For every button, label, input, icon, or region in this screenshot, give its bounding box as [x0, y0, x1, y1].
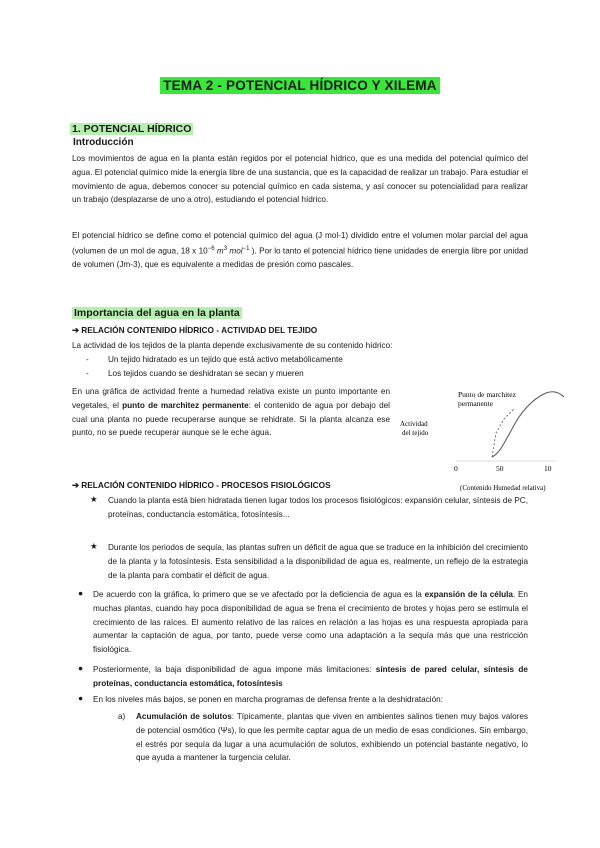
- star-icon: ★: [90, 494, 98, 504]
- chart-xtick-50: 50: [496, 464, 504, 473]
- exponent-2: 3: [223, 245, 228, 252]
- star-item-2: Durante los periodos de sequía, las plantas sufren un déficit de agua que se traduce en la inhibición del crecimiento de la planta y la fotosíntesis. Esta sensibilidad a la disponibilidad de agua es, realmente, un reflejo de la estrategia de la planta para combatir el déficit de agua.: [108, 543, 528, 580]
- chart-xlabel: (Contenido Humedad relativa): [460, 484, 546, 492]
- dash-mark: -: [86, 355, 89, 364]
- bullet-icon: ●: [78, 588, 84, 598]
- dash-item-2: Los tejidos cuando se deshidratan se secan y mueren: [108, 369, 304, 378]
- chart-xtick-0: 0: [454, 464, 458, 473]
- dash-item-1: Un tejido hidratado es un tejido que está activo metabólicamente: [108, 355, 343, 364]
- bullet-item-3: En los niveles más bajos, se ponen en marcha programas de defensa frente a la deshidratación:: [93, 695, 443, 704]
- bullet-icon: ●: [78, 663, 84, 673]
- chart-ylabel-1: Actividad: [400, 420, 428, 428]
- page-title: [0, 78, 600, 93]
- intro-p2-start: El potencial hídrico se define como el potencial químico del agua (J mol-1) dividido entre el volumen molar parcial del agua (volumen de un mol de agua, 18 x 10: [72, 231, 528, 256]
- section-heading: [70, 123, 193, 135]
- graph-p-end: : el contenido de agua por debajo del cual una planta no puede recuperarse aunque se rehidrate. Si la planta alcanza ese punto, no se puede recuperar aunque se le eche agua.: [72, 400, 390, 438]
- activity-humidity-chart: [396, 383, 576, 495]
- bullet1-end: . En muchas plantas, cuando hay poca disponibilidad de agua se frena el crecimiento de brotes y hojas pero se estimula el crecimiento de las raíces. El aumento relativo de las raíces en relación a las hojas es una respuesta apropiada para aumentar la captación de agua, por tanto, puede verse como una adaptación a la sequía más que una restricción fisiológica.: [93, 590, 528, 655]
- bullet1-start: De acuerdo con la gráfica, lo primero que se ve afectado por la deficiencia de agua es la: [93, 590, 425, 599]
- exponent-3: −1: [242, 245, 250, 252]
- graph-paragraph: [72, 385, 390, 440]
- intro-paragraph-2: [72, 229, 528, 272]
- star-icon: ★: [90, 541, 98, 551]
- exponent-1: −6: [207, 245, 215, 252]
- arrow-heading-processes: ➔ RELACIÓN CONTENIDO HÍDRICO - PROCESOS FISIOLÓGICOS: [72, 480, 331, 490]
- chart-ylabel-2: del tejido: [402, 429, 429, 437]
- bullet1-bold: expansión de la célula: [424, 590, 513, 599]
- importance-heading: [72, 307, 242, 319]
- intro-p2-end: ). Por lo tanto el potencial hídrico tiene unidades de energía libre por unidad de volumen (Jm-3), que es equivalente a medidas de presión como pascales.: [72, 246, 529, 270]
- chart-marchitez-pointer: [492, 409, 514, 457]
- graph-p-start: En una gráfica de actividad frente a humedad relativa existe un punto importante en vegetales, el: [72, 387, 390, 410]
- chart-activity-curve: [492, 392, 564, 457]
- bullet-item-1: [93, 588, 528, 657]
- sub-item-a: [136, 710, 528, 765]
- dash-mark: -: [86, 369, 89, 378]
- arrow-heading-activity: ➔ RELACIÓN CONTENIDO HÍDRICO - ACTIVIDAD DEL TEJIDO: [72, 325, 318, 335]
- chart-curve-label-2: permanente: [458, 399, 493, 408]
- title-text: TEMA 2 - POTENCIAL HÍDRICO Y XILEMA: [160, 77, 440, 94]
- unit-m: m: [214, 246, 224, 256]
- activity-paragraph: La actividad de los tejidos de la planta depende exclusivamente de su contenido hídrico:: [72, 341, 393, 350]
- unit-mol: mol: [227, 246, 243, 256]
- sub-a-text: : Típicamente, plantas que viven en ambientes salinos tienen muy bajos valores de potencial osmótico (Ψs), lo que les permite captar agua de un medio de esas condiciones. Sin embargo, el estrés por sequía da lugar a una acumulación de solutos, exhibiendo un potencial bastante negativo, lo que ayuda a mantener la turgencia celular.: [136, 712, 528, 763]
- sub-item-label: a): [118, 712, 126, 721]
- intro-heading: Introducción: [73, 137, 134, 148]
- star-item-1: Cuando la planta está bien hidratada tienen lugar todos los procesos fisiológicos: expansión celular, síntesis de PC, proteínas, conductancia estomática, fotosíntesis...: [108, 496, 528, 519]
- bullet2-bold: síntesis de pared celular, síntesis de proteínas, conductancia estomática, fotosíntesis: [93, 665, 528, 688]
- bullet-icon: ●: [78, 693, 84, 703]
- section-heading-text: 1. POTENCIAL HÍDRICO: [72, 123, 192, 135]
- chart-curve-label: Punto de marchitez: [458, 390, 516, 399]
- bullet2-start: Posteriormente, la baja disponibilidad de agua impone más limitaciones:: [93, 665, 376, 674]
- chart-xtick-100: 10: [544, 464, 552, 473]
- graph-p-bold: punto de marchitez permanente: [122, 400, 249, 410]
- bullet-item-2: [93, 663, 528, 691]
- sub-a-bold: Acumulación de solutos: [136, 712, 232, 721]
- importance-heading-text: Importancia del agua en la planta: [74, 307, 240, 319]
- intro-paragraph-1: Los movimientos de agua en la planta están regidos por el potencial hídrico, que es una medida del potencial químico del agua. El potencial químico mide la energía libre de una sustancia, que es la capacidad de realizar un trabajo. Para estudiar el movimiento de agua, debemos conocer su potencial químico en cada sistema, y así conocer su potencialidad para realizar un trabajo (desplazarse de uno a otro), estudiando el potencial hídrico.: [72, 154, 528, 205]
